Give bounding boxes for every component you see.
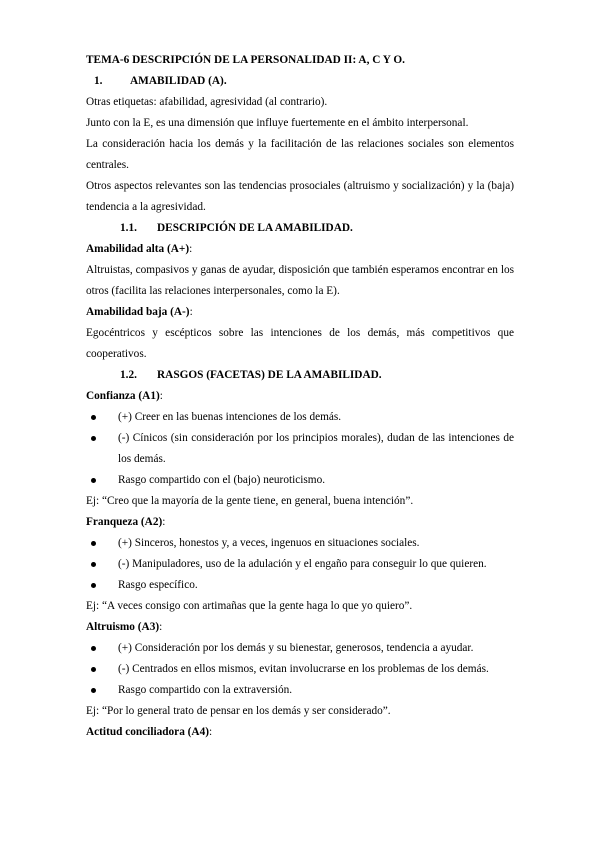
list-item-text: Rasgo compartido con el (bajo) neuroticismo. — [118, 474, 326, 486]
facet-label-actitud-conciliadora — [86, 722, 514, 743]
bullet-icon — [91, 667, 96, 672]
subsection-heading-rasgos — [86, 365, 514, 386]
label-text: Amabilidad alta (A+) — [86, 243, 190, 255]
low-agreeableness-label — [86, 302, 514, 323]
subsection-title: DESCRIPCIÓN DE LA AMABILIDAD. — [157, 222, 353, 234]
list-item-text: Rasgo compartido con la extraversión. — [118, 684, 293, 696]
label-colon: : — [209, 726, 213, 738]
list-item — [86, 428, 514, 470]
list-item-text: (+) Consideración por los demás y su bienestar, generosos, tendencia a ayudar. — [118, 642, 474, 654]
label-colon: : — [189, 306, 193, 318]
list-item — [86, 533, 514, 554]
facet-label-franqueza — [86, 512, 514, 533]
list-item-text: Rasgo específico. — [118, 579, 198, 591]
list-item — [86, 407, 514, 428]
list-item-text: (-) Manipuladores, uso de la adulación y el engaño para conseguir lo que quieren. — [118, 558, 487, 570]
facet-label-confianza — [86, 386, 514, 407]
label-text: Franqueza (A2) — [86, 516, 163, 528]
bullet-icon — [91, 415, 96, 420]
intro-paragraph-2: Junto con la E, es una dimensión que influye fuertemente en el ámbito interpersonal. — [86, 117, 469, 129]
bullet-icon — [91, 583, 96, 588]
facet-bullet-list — [86, 638, 514, 701]
low-agreeableness-text: Egocéntricos y escépticos sobre las intenciones de los demás, más competitivos que cooperativos. — [86, 327, 514, 360]
list-item-text: (-) Cínicos (sin consideración por los principios morales), dudan de las intenciones de los demás. — [118, 432, 514, 465]
label-text: Actitud conciliadora (A4) — [86, 726, 209, 738]
subsection-number: 1.2. — [120, 369, 137, 381]
facet-example: Ej: “A veces consigo con artimañas que la gente haga lo que yo quiero”. — [86, 600, 413, 612]
label-colon: : — [189, 243, 193, 255]
document-page — [86, 50, 514, 743]
facet-example: Ej: “Creo que la mayoría de la gente tiene, en general, buena intención”. — [86, 495, 414, 507]
section-number: 1. — [94, 75, 103, 87]
list-item — [86, 554, 514, 575]
list-item-text: (-) Centrados en ellos mismos, evitan involucrarse en los problemas de los demás. — [118, 663, 489, 675]
page-title: TEMA-6 DESCRIPCIÓN DE LA PERSONALIDAD II: A, C Y O. — [86, 54, 405, 66]
bullet-icon — [91, 646, 96, 651]
bullet-icon — [91, 541, 96, 546]
bullet-icon — [91, 688, 96, 693]
label-colon: : — [159, 390, 163, 402]
label-text: Confianza (A1) — [86, 390, 160, 402]
label-colon: : — [159, 621, 163, 633]
list-item-text: (+) Creer en las buenas intenciones de los demás. — [118, 411, 342, 423]
label-colon: : — [162, 516, 166, 528]
high-agreeableness-label — [86, 239, 514, 260]
bullet-icon — [91, 562, 96, 567]
bullet-icon — [91, 478, 96, 483]
subsection-heading-descripcion — [86, 218, 514, 239]
bullet-icon — [91, 436, 96, 441]
list-item — [86, 470, 514, 491]
facet-label-altruismo — [86, 617, 514, 638]
subsection-number: 1.1. — [120, 222, 137, 234]
section-heading-amabilidad — [86, 71, 514, 92]
label-text: Amabilidad baja (A-) — [86, 306, 190, 318]
list-item — [86, 575, 514, 596]
intro-paragraph-1: Otras etiquetas: afabilidad, agresividad (al contrario). — [86, 96, 328, 108]
label-text: Altruismo (A3) — [86, 621, 160, 633]
list-item — [86, 659, 514, 680]
section-title: AMABILIDAD (A). — [130, 75, 227, 87]
list-item-text: (+) Sinceros, honestos y, a veces, ingenuos en situaciones sociales. — [118, 537, 420, 549]
subsection-title: RASGOS (FACETAS) DE LA AMABILIDAD. — [157, 369, 382, 381]
facet-bullet-list — [86, 533, 514, 596]
facet-bullet-list — [86, 407, 514, 491]
high-agreeableness-text: Altruistas, compasivos y ganas de ayudar, disposición que también esperamos encontrar en los otros (facilita las relaciones interpersonales, como la E). — [86, 264, 514, 297]
list-item — [86, 638, 514, 659]
intro-paragraph-4: Otros aspectos relevantes son las tendencias prosociales (altruismo y socialización) y la (baja) tendencia a la agresividad. — [86, 180, 514, 213]
intro-paragraph-3: La consideración hacia los demás y la facilitación de las relaciones sociales son elementos centrales. — [86, 138, 514, 171]
facet-example: Ej: “Por lo general trato de pensar en los demás y ser considerado”. — [86, 705, 391, 717]
list-item — [86, 680, 514, 701]
